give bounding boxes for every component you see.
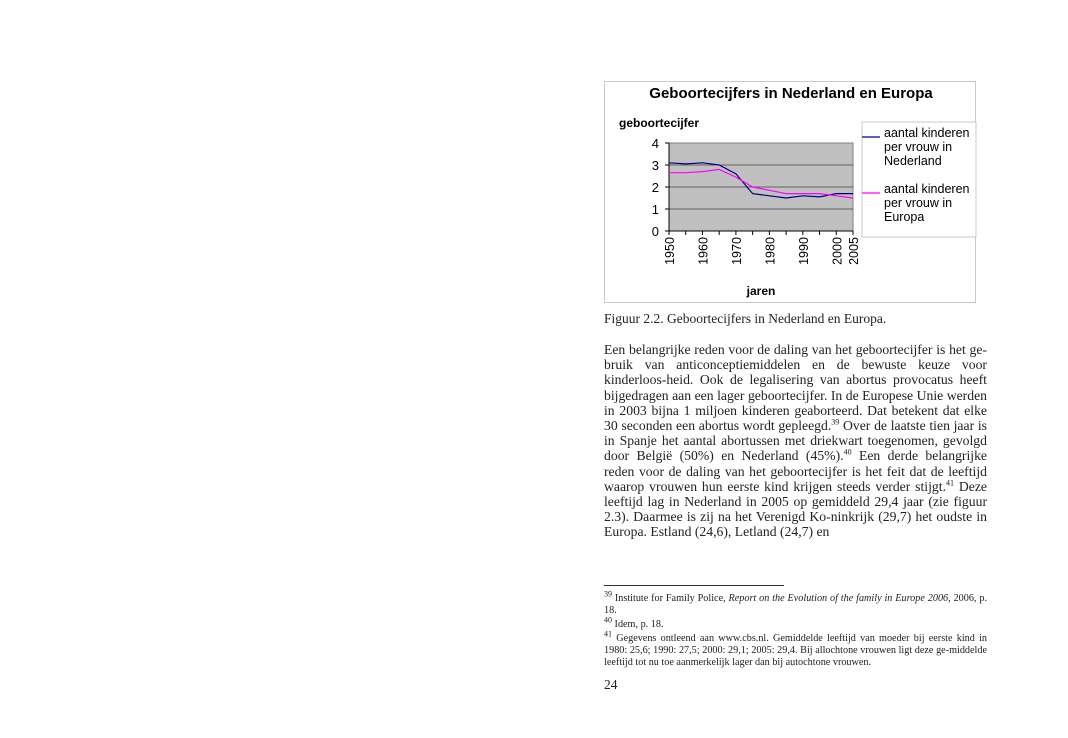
footnotes [604,589,988,671]
legend-label: Europa [884,210,925,224]
footnote-number: 41 [604,629,612,639]
footnote-number: 40 [604,615,612,625]
footnote-ref-39[interactable]: 39 [831,417,840,427]
x-tick-label: 1990 [796,237,811,265]
footnote-40 [604,615,987,631]
footnote-41 [604,629,987,669]
body-text-part-3: Een derde belangrijke reden voor de daling van het geboortecijfer is het feit dat de leeftijd waarop vrouwen hun eerste kind krijgen steeds verder stijgt. [604,448,987,494]
footnote-text: Idem, p. 18. [612,619,664,630]
footnote-ref-41[interactable]: 41 [946,478,954,488]
figure-caption: Figuur 2.2. Geboortecijfers in Nederland en Europa. [604,311,887,326]
x-tick-label: 2005 [847,237,861,265]
footnote-39 [604,589,988,617]
y-tick-label: 4 [651,136,659,151]
footnote-title: Report on the Evolution of the family in Europe 2006 [728,593,949,604]
y-tick-label: 2 [651,180,659,195]
y-tick-label: 1 [651,202,659,217]
x-tick-label: 1950 [663,237,677,265]
y-tick-label: 0 [651,224,659,239]
legend-label: aantal kinderen [884,182,970,196]
birth-rate-chart [605,82,977,304]
body-text-part-2: Over de laatste tien jaar is in Spanje het aantal abortussen met driekwart toegenomen, gevolgd door België (50%) en Nederland (45%). [604,418,987,464]
body-text-part-4: Deze leeftijd lag in Nederland in 2005 op gemiddeld 29,4 jaar (zie figuur 2.3). Daarmee is zij na het Verenigd Ko-ninkrijk (29,7) het oudste in Europa. Estland (24,6), Letland (24,7) en [604,478,987,540]
chart-frame [604,81,976,303]
footnote-text: Institute for Family Police, [612,593,729,604]
body-text-part-1: Een belangrijke reden voor de daling van het geboortecijfer is het ge-bruik van anticonceptiemiddelen en de bewuste keuze voor kinderloos-heid. Ook de legalisering van abortus provocatus heeft bijgedragen aan een lager geboortecijfer. In de Europese Unie werden in 2003 bijna 1 miljoen kinderen geaborteerd. Dat betekent dat elke 30 seconden een abortus wordt gepleegd. [604,342,987,434]
footnote-text: Gegevens ontleend aan www.cbs.nl. Gemiddelde leeftijd van moeder bij eerste kind in 1980: 25,6; 1990: 27,5; 2000: 29,1; 2005: 29,4. Bij allochtone vrouwen ligt deze ge-middelde leeftijd tot nu toe aanmerkelijk lager dan bij autochtone vrouwen. [604,633,987,668]
y-tick-label: 3 [651,158,659,173]
legend-label: per vrouw in [884,196,953,210]
legend-label: aantal kinderen [884,126,970,140]
x-tick-label: 1960 [696,237,711,265]
y-axis-label: geboortecijfer [619,116,700,130]
legend-label: Nederland [884,154,942,168]
x-tick-label: 2000 [830,237,845,265]
page-number: 24 [604,677,618,692]
chart-title: Geboortecijfers in Nederland en Europa [649,85,933,102]
footnote-number: 39 [604,589,612,599]
x-tick-label: 1980 [763,237,778,265]
legend-label: per vrouw in [884,140,953,154]
body-paragraph [604,342,987,540]
footnote-ref-40[interactable]: 40 [843,447,852,457]
x-tick-label: 1970 [729,237,744,265]
footnote-separator [604,585,784,586]
x-axis-label: jaren [746,284,776,298]
footnote-text: , 2006, p. 18. [604,593,988,616]
